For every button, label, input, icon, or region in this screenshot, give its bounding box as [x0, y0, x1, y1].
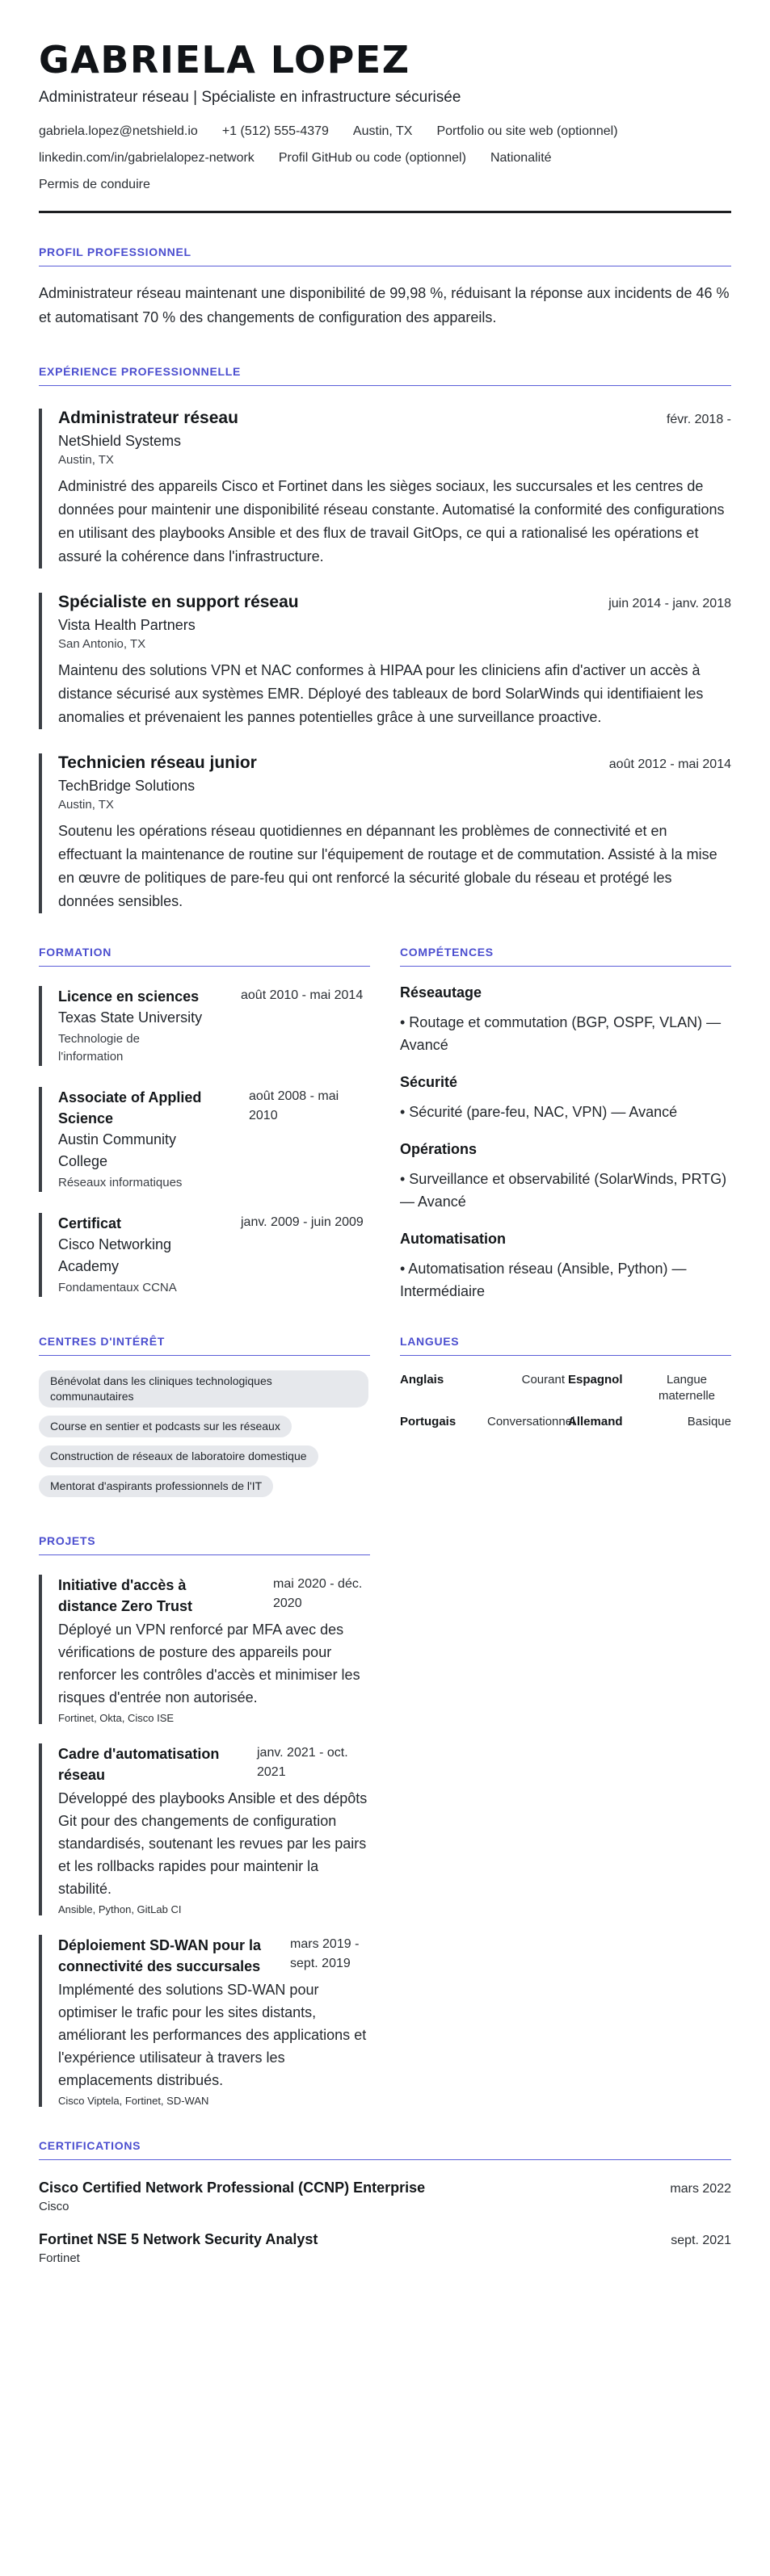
certification-name: Fortinet NSE 5 Network Security Analyst — [39, 2231, 318, 2247]
school: Texas State University — [58, 1009, 203, 1026]
skill-category: Réseautage — [400, 984, 482, 1001]
section-title: LANGUES — [400, 1335, 731, 1356]
interest-chip: Mentorat d'aspirants professionnels de l'IT — [39, 1475, 273, 1497]
language-name: Allemand — [568, 1415, 623, 1429]
interests-section — [39, 1335, 370, 1505]
job-date: juin 2014 - janv. 2018 — [608, 597, 731, 610]
contact-github[interactable]: Profil GitHub ou code (optionnel) — [278, 151, 466, 165]
degree: Associate of Applied Science — [58, 1089, 202, 1126]
project-technologies: Fortinet, Okta, Cisco ISE — [58, 1712, 175, 1724]
project-description: Implémenté des solutions SD-WAN pour optimiser le trafic pour les sites distants, améliorant les performances des applications et l'expérience utilisateur à travers les emplacements distribués. — [58, 1982, 367, 2088]
certification-entry — [39, 2180, 731, 2213]
job-location: Austin, TX — [58, 453, 114, 467]
projects-section — [39, 1534, 370, 2107]
skill-item: • Automatisation réseau (Ansible, Python) — Intermédiaire — [400, 1261, 687, 1299]
candidate-name: GABRIELA LOPEZ — [39, 38, 410, 82]
job-location: San Antonio, TX — [58, 637, 146, 651]
certification-issuer: Cisco — [39, 2200, 69, 2213]
certification-entry — [39, 2231, 731, 2265]
job-entry — [39, 593, 731, 729]
job-location: Austin, TX — [58, 798, 114, 812]
project-title: Cadre d'automatisation réseau — [58, 1746, 220, 1783]
skill-item: • Surveillance et observabilité (SolarWinds, PRTG) — Avancé — [400, 1171, 727, 1210]
headline: Administrateur réseau | Spécialiste en infrastructure sécurisée — [39, 89, 461, 106]
job-company: Vista Health Partners — [58, 617, 196, 633]
project-technologies: Ansible, Python, GitLab CI — [58, 1903, 182, 1915]
experience-section — [39, 365, 731, 913]
job-title: Administrateur réseau — [58, 409, 238, 427]
language-level: Basique — [687, 1415, 731, 1429]
section-title: EXPÉRIENCE PROFESSIONNELLE — [39, 365, 731, 386]
skill-category: Sécurité — [400, 1074, 458, 1090]
project-entry — [39, 1575, 370, 1724]
section-title: PROFIL PROFESSIONNEL — [39, 245, 731, 266]
certification-name: Cisco Certified Network Professional (CCNP) Enterprise — [39, 2180, 426, 2196]
project-date: janv. 2021 - oct. 2021 — [257, 1746, 348, 1779]
education-entry — [39, 986, 370, 1066]
summary-section — [39, 245, 731, 329]
project-entry — [39, 1743, 370, 1915]
project-date: mai 2020 - déc. 2020 — [273, 1577, 363, 1610]
project-description: Déployé un VPN renforcé par MFA avec des vérifications de posture des appareils pour renforcer les contrôles d'accès et minimiser les risques d'entrée non autorisée. — [58, 1622, 360, 1705]
job-company: NetShield Systems — [58, 433, 182, 449]
language-level: Conversationnel — [487, 1415, 575, 1429]
language-grid — [400, 1372, 731, 1430]
skill-category: Automatisation — [400, 1231, 507, 1247]
interest-chip: Course en sentier et podcasts sur les réseaux — [39, 1416, 292, 1437]
interest-chip: Bénévolat dans les cliniques technologiques communautaires — [39, 1370, 368, 1408]
field-of-study: Fondamentaux CCNA — [58, 1281, 177, 1294]
education-date: août 2008 - mai 2010 — [249, 1089, 339, 1122]
summary-text: Administrateur réseau maintenant une disponibilité de 99,98 %, réduisant la réponse aux incidents de 46 % et automatisant 70 % des changements de configuration des appareils. — [39, 285, 730, 325]
certification-date: mars 2022 — [670, 2182, 731, 2196]
field-of-study: Technologie de l'information — [58, 1032, 140, 1064]
certification-date: sept. 2021 — [671, 2234, 731, 2247]
skill-item: • Routage et commutation (BGP, OSPF, VLAN) — Avancé — [400, 1014, 722, 1053]
job-entry — [39, 409, 731, 568]
project-title: Initiative d'accès à distance Zero Trust — [58, 1577, 193, 1614]
section-title: COMPÉTENCES — [400, 946, 731, 967]
contact-location: Austin, TX — [352, 124, 413, 138]
interest-chip: Construction de réseaux de laboratoire domestique — [39, 1445, 318, 1467]
contact-info — [39, 118, 701, 198]
interest-chips — [39, 1370, 370, 1505]
contact-nationality: Nationalité — [490, 151, 552, 165]
job-date: févr. 2018 - — [666, 413, 731, 426]
contact-linkedin[interactable]: linkedin.com/in/gabrielalopez-network — [39, 151, 255, 165]
education-date: août 2010 - mai 2014 — [241, 988, 364, 1002]
education-section — [39, 946, 370, 1303]
projects-block — [39, 1534, 731, 2107]
skill-category: Opérations — [400, 1141, 478, 1157]
job-company: TechBridge Solutions — [58, 778, 196, 794]
degree: Licence en sciences — [58, 988, 200, 1005]
language-name: Espagnol — [568, 1373, 623, 1387]
job-title: Spécialiste en support réseau — [58, 593, 299, 611]
job-entry — [39, 753, 731, 913]
language-level: Langue maternelle — [658, 1373, 716, 1403]
language-name: Anglais — [400, 1373, 444, 1387]
two-column-block — [39, 946, 731, 1303]
contact-portfolio[interactable]: Portfolio ou site web (optionnel) — [436, 124, 618, 138]
languages-section — [400, 1335, 731, 1505]
field-of-study: Réseaux informatiques — [58, 1176, 183, 1189]
contact-email[interactable]: gabriela.lopez@netshield.io — [39, 124, 198, 138]
school: Cisco Networking Academy — [58, 1236, 172, 1274]
degree: Certificat — [58, 1215, 122, 1231]
section-title: FORMATION — [39, 946, 370, 967]
education-date: janv. 2009 - juin 2009 — [241, 1215, 364, 1229]
certification-issuer: Fortinet — [39, 2251, 80, 2265]
language-level: Courant — [521, 1373, 565, 1387]
two-column-block — [39, 1335, 731, 1505]
section-title: CENTRES D'INTÉRÊT — [39, 1335, 370, 1356]
section-title: CERTIFICATIONS — [39, 2139, 731, 2160]
school: Austin Community College — [58, 1131, 177, 1169]
education-entry — [39, 1213, 370, 1297]
job-description: Maintenu des solutions VPN et NAC conformes à HIPAA pour les cliniciens afin d'activer un accès à distance sécurisé aux systèmes EMR. Déployé des tableaux de bord SolarWinds qui identifiaient les anomalies et prévenaient les pannes potentielles grâce à une surveillance proactive. — [58, 662, 704, 725]
job-date: août 2012 - mai 2014 — [608, 757, 731, 771]
project-title: Déploiement SD-WAN pour la connectivité des succursales — [58, 1937, 262, 1974]
header-divider — [39, 211, 731, 213]
project-date: mars 2019 - sept. 2019 — [290, 1937, 360, 1970]
project-technologies: Cisco Viptela, Fortinet, SD-WAN — [58, 2095, 209, 2107]
job-description: Soutenu les opérations réseau quotidiennes en dépannant les problèmes de connectivité et en effectuant la maintenance de routine sur l'équipement de routage et de commutation. Assisté à la mise en œuvre de politiques de pare-feu qui ont renforcé la sécurité globale du réseau et protégé les données sensibles. — [58, 823, 717, 909]
resume-header — [39, 39, 731, 213]
contact-license: Permis de conduire — [39, 178, 150, 191]
skills-section — [400, 946, 731, 1303]
job-title: Technicien réseau junior — [58, 753, 257, 772]
contact-phone[interactable]: +1 (512) 555-4379 — [221, 124, 329, 138]
language-name: Portugais — [400, 1415, 457, 1429]
project-entry — [39, 1935, 370, 2107]
project-description: Développé des playbooks Ansible et des dépôts Git pour des changements de configuration standardisés, soutenant les revues par les pairs et les rollbacks rapides pour maintenir la stabilité. — [58, 1790, 368, 1897]
certifications-section — [39, 2139, 731, 2265]
section-title: PROJETS — [39, 1534, 370, 1555]
education-entry — [39, 1087, 370, 1192]
job-description: Administré des appareils Cisco et Fortinet dans les sièges sociaux, les succursales et les centres de données pour maintenir une disponibilité réseau constante. Automatisé la conformité des configurations en utilisant des playbooks Ansible et des flux de travail GitOps, ce qui a rationalisé les opérations et assuré la cohérence dans l'infrastructure. — [58, 478, 725, 564]
skill-item: • Sécurité (pare-feu, NAC, VPN) — Avancé — [400, 1104, 678, 1120]
